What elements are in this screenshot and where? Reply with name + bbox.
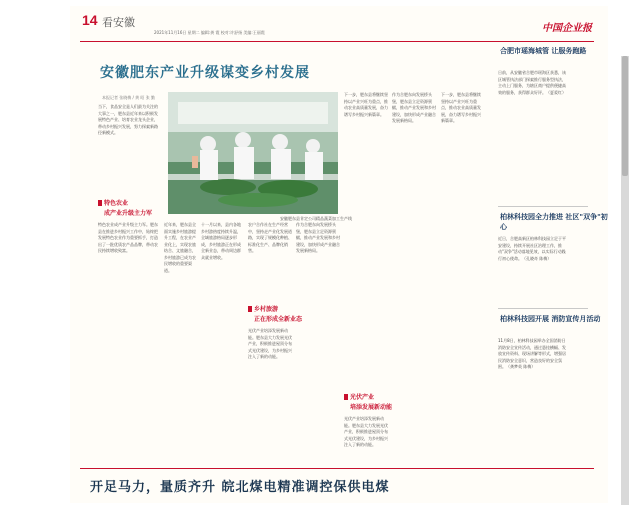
vertical-scrollbar[interactable] <box>621 56 629 505</box>
article-paragraph: 下一步，肥东县将继续坚持以产业兴旺为重点，推动农业高质量发展，奋力谱写乡村振兴新篇章。 <box>344 92 388 117</box>
news-brief-text: 11月8日，柏林科技园举办全国消防日消防安全宣传活动，通过悬挂横幅、发放宣传资料、现场讲解等形式，增强居民消防安全意识，营造良好的安全氛围。（龚梦英 陈梅） <box>498 338 566 369</box>
article-title: 安徽肥东产业升级谋变乡村发展 <box>100 65 310 81</box>
article-paragraph: 作为合肥东向发展桥头堡，肥东县立足资源禀赋，推动产业发展和乡村建设，加快形成产业融合发展新格局。 <box>296 222 340 253</box>
section-title: 看安徽 <box>102 16 135 29</box>
news-brief-title: 柏林科技园全力推进 社区"双争"初心 <box>500 213 608 231</box>
divider <box>498 308 588 309</box>
article-paragraph: 光伏产业培添发展新动能。肥东县大力发展光伏产业，积极推进屋顶分布式光伏建设，为乡村振兴注入了新的动能。 <box>344 416 388 447</box>
page-number: 14 <box>82 12 98 28</box>
bottom-rule <box>80 468 594 469</box>
subhead-marker-icon <box>98 200 102 206</box>
issue-meta: 2021年11月16日 星期二 编辑:龚 霞 校对:许舒扬 美编:王丽霞 <box>154 30 265 35</box>
news-brief-title: 合肥市瑶海城管 让服务跑路 <box>500 47 587 55</box>
subhead-new-business: 正在形成全新业态 <box>254 316 303 323</box>
article-paragraph: 特色农业成产业升级主力军。肥东县在推进乡村振兴工作中，始终把发展特色农业作为重要抓手，打造出了一批优质农产品品牌，带动农民持续增收致富。 <box>98 222 158 253</box>
subhead-rural-tourism: 乡村旅游 <box>248 306 278 314</box>
article-paragraph: 作为合肥东向发展桥头堡，肥东县立足资源禀赋，推动产业发展和乡村建设，加快形成产业融合发展新格局。 <box>392 92 436 123</box>
news-brief-text: 日前，从安徽省合肥市瑶海区获悉，该区城管执法部门探索推行服务型执法，主动上门服务，为辖区商户提供便捷高效的服务，获得群众好评。（夏爱红） <box>498 70 566 95</box>
article-paragraph: 下一步，肥东县将继续坚持以产业兴旺为重点，推动农业高质量发展，奋力谱写乡村振兴新篇章。 <box>441 92 481 123</box>
article-paragraph: 近年来，肥东县全面实施乡村旅游提升工程，在农业产业化上，实现农旅结合、文旅融合，乡村旅游已成为农民增收的重要渠道。 <box>164 222 196 273</box>
newspaper-page <box>70 6 608 503</box>
article-paragraph: 当下，食品安全是人们最为关注的大事之一，肥东县近年来以积极发展特色产业、培育农业龙头企业，带动乡村振兴发展，努力探索新路径新模式。 <box>98 104 158 135</box>
article-byline: 本报记者 张晓梅 / 黄 昭 张 勤 <box>102 95 155 100</box>
article-photo <box>168 92 338 214</box>
subhead-marker-icon <box>248 306 252 312</box>
news-brief-title: 柏林科技园开展 消防宣传月活动 <box>500 315 601 323</box>
article-paragraph: 十一月以来，县内各地乡村游热度持续升温，全域旅游格局逐步形成，乡村旅游正在形成全新业态，带动周边群众就业增收。 <box>201 222 241 260</box>
greenhouse-workers-photo <box>168 92 338 214</box>
divider <box>498 206 588 207</box>
subhead-new-momentum: 培添发展新动能 <box>350 404 393 411</box>
subhead-specialty-agriculture: 特色农业 <box>98 200 128 208</box>
scrollbar-thumb[interactable] <box>622 56 628 176</box>
news-brief-text: 近日，合肥高新区柏林科技园立足于平安建设，持续开展社区治理工作，推动"双争"活动落地见效，以实际行动践行初心使命。（孔晓奇 陈梅） <box>498 236 566 261</box>
article-paragraph: 光伏产业培添发展新动能。肥东县大力发展光伏产业，积极推进屋顶分布式光伏建设，为乡村振兴注入了新的动能。 <box>248 328 292 359</box>
article-paragraph: 农户合作社在生产经营中，坚持走产业化发展道路，实现了规模化种植、标准化生产、品牌化销售。 <box>248 222 292 253</box>
newspaper-logo: 中国企业报 <box>542 23 592 34</box>
header-rule <box>80 41 594 42</box>
next-article-headline: 开足马力，量质齐升 皖北煤电精准调控保供电煤 <box>90 480 390 495</box>
photo-caption: 安徽肥东县肯定公司精品蔬菜加工生产线 <box>280 216 352 221</box>
subhead-industry-upgrade: 成产业升级主力军 <box>104 210 153 217</box>
subhead-marker-icon <box>344 394 348 400</box>
subhead-photovoltaic: 光伏产业 <box>344 394 374 402</box>
